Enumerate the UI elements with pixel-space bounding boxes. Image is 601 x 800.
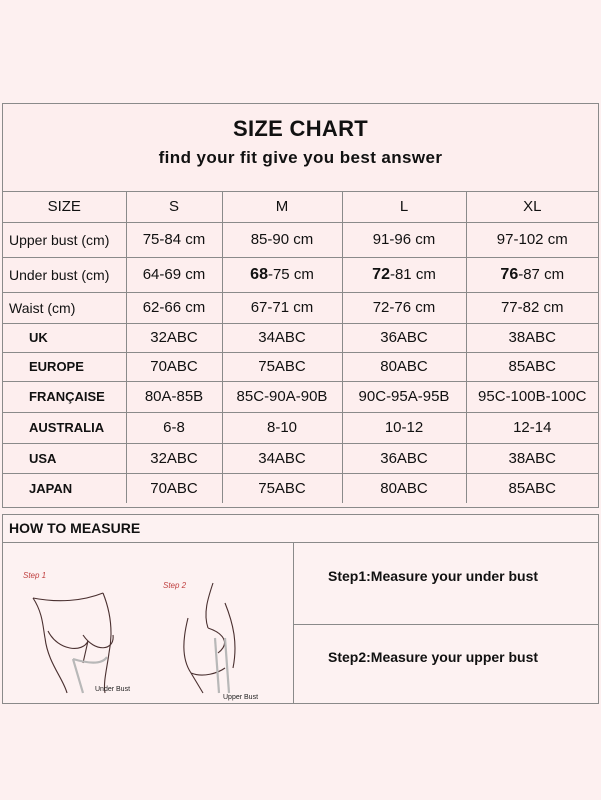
row-label: AUSTRALIA: [3, 412, 126, 443]
cell-range: 67-71: [250, 299, 290, 316]
cell-range: 77-82: [500, 299, 540, 316]
page-subtitle: find your fit give you best answer: [158, 148, 443, 167]
table-row: [3, 381, 598, 412]
cell-unit: cm: [185, 266, 206, 283]
table-cell: [126, 257, 222, 292]
cell-range: 64-69: [142, 266, 182, 283]
row-label: Upper bust (cm): [3, 222, 126, 257]
table-cell: 75ABC: [222, 473, 342, 503]
table-cell: 75ABC: [222, 352, 342, 381]
table-cell: 34ABC: [222, 443, 342, 473]
table-cell: 80ABC: [342, 352, 466, 381]
row-label: Waist (cm): [3, 292, 126, 323]
table-cell: 8-10: [222, 412, 342, 443]
upper-bust-label: Upper Bust: [223, 694, 259, 701]
table-cell: 80ABC: [342, 473, 466, 503]
table-cell: 90C-95A-95B: [342, 381, 466, 412]
table-cell: [222, 257, 342, 292]
how-to-measure-title: HOW TO MEASURE: [3, 515, 598, 543]
cell-unit: cm: [415, 265, 436, 283]
cell-range: 62-66: [142, 299, 182, 316]
table-cell: 70ABC: [126, 473, 222, 503]
table-cell: [342, 257, 466, 292]
table-cell: 95C-100B-100C: [466, 381, 598, 412]
front-torso-drawing: [33, 593, 113, 693]
table-header-row: [3, 192, 598, 222]
step2-instruction: Step2:Measure your upper bust: [328, 649, 539, 665]
table-cell: 36ABC: [342, 323, 466, 352]
row-label: EUROPE: [3, 352, 126, 381]
row-label: JAPAN: [3, 473, 126, 503]
table-row: [3, 352, 598, 381]
size-column-header: SIZE: [3, 192, 126, 222]
table-cell: [222, 292, 342, 323]
table-row: [3, 222, 598, 257]
table-cell: [466, 292, 598, 323]
cell-unit: cm: [415, 231, 436, 248]
table-cell: [222, 222, 342, 257]
table-row: [3, 257, 598, 292]
cell-range: -75: [267, 265, 290, 283]
size-chart: [2, 103, 599, 508]
table-cell: 36ABC: [342, 443, 466, 473]
table-cell: 32ABC: [126, 323, 222, 352]
table-row: [3, 412, 598, 443]
table-cell: 6-8: [126, 412, 222, 443]
tape-measure-2: [215, 638, 229, 693]
cell-range: 85-90: [250, 231, 290, 248]
table-cell: 85ABC: [466, 473, 598, 503]
cell-range: -87: [518, 265, 540, 283]
step1-instruction: Step1:Measure your under bust: [294, 543, 598, 625]
measurement-diagram: [3, 543, 293, 703]
size-header-l: L: [342, 192, 466, 222]
table-cell: 70ABC: [126, 352, 222, 381]
table-cell: 34ABC: [222, 323, 342, 352]
measure-illustration: [3, 543, 294, 703]
table-cell: 10-12: [342, 412, 466, 443]
cell-unit: cm: [293, 231, 314, 248]
table-cell: 85C-90A-90B: [222, 381, 342, 412]
size-header-xl: XL: [466, 192, 598, 222]
cell-unit: cm: [293, 265, 314, 283]
cell-number: 76: [500, 265, 519, 283]
cell-unit: cm: [185, 299, 206, 316]
row-label: FRANÇAISE: [3, 381, 126, 412]
table-cell: 38ABC: [466, 323, 598, 352]
cell-unit: cm: [293, 299, 314, 316]
size-table: [3, 192, 598, 503]
page-title: SIZE CHART: [233, 116, 368, 141]
row-label: USA: [3, 443, 126, 473]
under-bust-label: Under Bust: [95, 686, 131, 693]
table-row: [3, 292, 598, 323]
table-cell: [126, 222, 222, 257]
size-header-s: S: [126, 192, 222, 222]
table-cell: 85ABC: [466, 352, 598, 381]
table-cell: 80A-85B: [126, 381, 222, 412]
cell-unit: cm: [543, 299, 564, 316]
cell-range: 72-76: [372, 299, 412, 316]
size-chart-header: [3, 104, 598, 192]
table-cell: 12-14: [466, 412, 598, 443]
table-cell: 32ABC: [126, 443, 222, 473]
cell-number: 68: [250, 265, 268, 283]
row-label: Under bust (cm): [3, 257, 126, 292]
cell-range: 97-102: [496, 231, 544, 248]
how-to-measure-section: [2, 514, 599, 704]
table-row: [3, 473, 598, 503]
step2-illustration-label: Step 2: [163, 581, 187, 590]
size-header-m: M: [222, 192, 342, 222]
step1-illustration-label: Step 1: [23, 571, 47, 580]
cell-unit: cm: [544, 265, 565, 283]
table-cell: [342, 292, 466, 323]
cell-range: 91-96: [372, 231, 412, 248]
table-cell: [126, 292, 222, 323]
table-cell: 38ABC: [466, 443, 598, 473]
cell-range: 75-84: [142, 231, 182, 248]
table-row: [3, 323, 598, 352]
cell-unit: cm: [547, 231, 568, 248]
table-cell: [342, 222, 466, 257]
table-cell: [466, 257, 598, 292]
row-label: UK: [3, 323, 126, 352]
cell-range: -81: [389, 265, 412, 283]
table-cell: [466, 222, 598, 257]
cell-unit: cm: [415, 299, 436, 316]
table-row: [3, 443, 598, 473]
cell-unit: cm: [185, 231, 206, 248]
cell-number: 72: [372, 265, 390, 283]
